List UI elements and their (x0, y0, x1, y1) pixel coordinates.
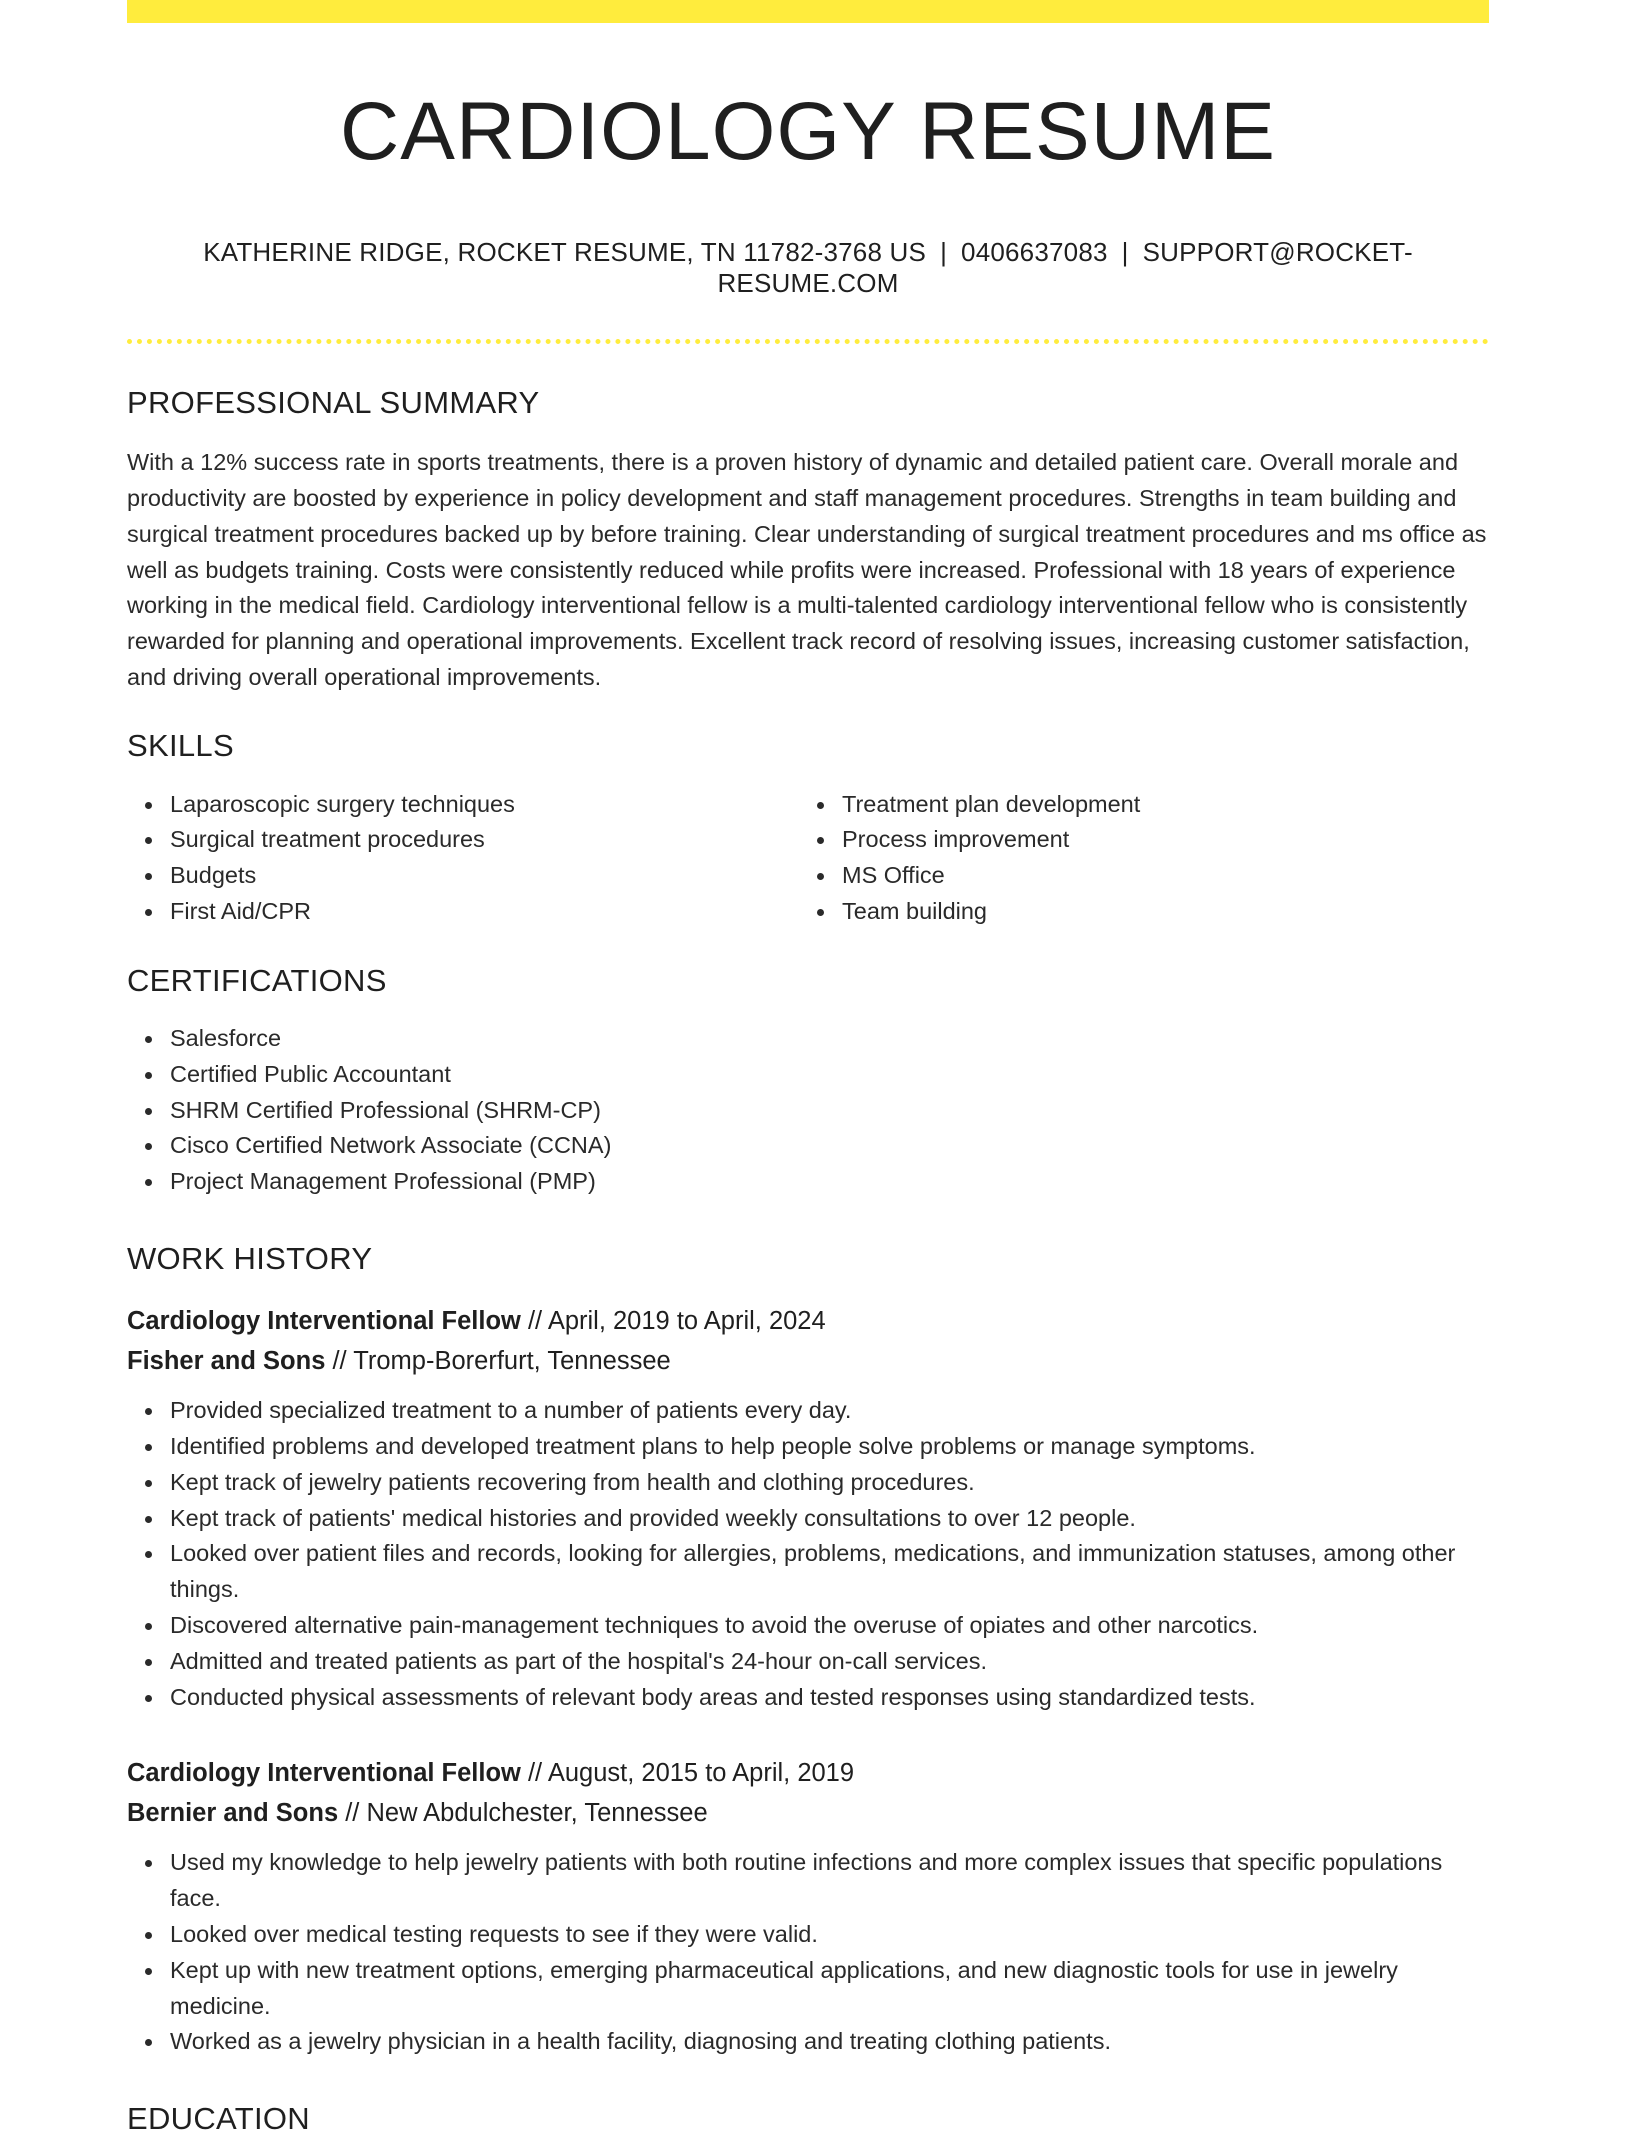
skill-item: Budgets (127, 858, 799, 894)
resume-page (127, 0, 1489, 2137)
skill-item: First Aid/CPR (127, 894, 799, 930)
job-location: // New Abdulchester, Tennessee (338, 1799, 708, 1828)
job-duty: Kept track of jewelry patients recovering from health and clothing procedures. (127, 1465, 1489, 1501)
job-duties-list (127, 1393, 1489, 1715)
skills-list-right (799, 787, 1471, 930)
job-title: Cardiology Interventional Fellow (127, 1307, 521, 1336)
job-duty: Kept track of patients' medical histories and provided weekly consultations to over 12 people. (127, 1501, 1489, 1537)
job-duty: Conducted physical assessments of relevant body areas and tested responses using standardized tests. (127, 1680, 1489, 1716)
certification-item: Certified Public Accountant (127, 1057, 1489, 1093)
job-dates: // August, 2015 to April, 2019 (520, 1759, 855, 1788)
resume-title: CARDIOLOGY RESUME (340, 86, 1276, 177)
skill-item: Surgical treatment procedures (127, 822, 799, 858)
education-heading: EDUCATION (127, 2101, 310, 2137)
summary-text: With a 12% success rate in sports treatments, there is a proven history of dynamic and detailed patient care. Overall morale and productivity are boosted by experience in policy development and staff management procedures. Strengths in team building and surgical treatment procedures backed up by before training. Clear understanding of surgical treatment procedures and ms office as well as budgets training. Costs were consistently reduced while profits were increased. Professional with 18 years of experience working in the medical field. Cardiology interventional fellow is a multi-talented cardiology interventional fellow who is consistently rewarded for planning and operational improvements. Excellent track record of resolving issues, increasing customer satisfaction, and driving overall operational improvements. (127, 449, 1487, 690)
skills-grid (127, 787, 1489, 930)
skill-item: Process improvement (799, 822, 1471, 858)
job-location: // Tromp-Borerfurt, Tennessee (325, 1347, 671, 1376)
job-company: Fisher and Sons (127, 1347, 326, 1376)
job-duty: Worked as a jewelry physician in a health facility, diagnosing and treating clothing patients. (127, 2024, 1489, 2060)
certification-item: Cisco Certified Network Associate (CCNA) (127, 1128, 1489, 1164)
summary-heading: PROFESSIONAL SUMMARY (127, 385, 540, 421)
certification-item: SHRM Certified Professional (SHRM-CP) (127, 1093, 1489, 1129)
contact-address: KATHERINE RIDGE, ROCKET RESUME, TN 11782-3768 US (203, 237, 927, 268)
skill-item: MS Office (799, 858, 1471, 894)
job-title-line (127, 1753, 1489, 1793)
job-company-line (127, 1793, 1489, 1833)
skills-heading: SKILLS (127, 728, 234, 764)
top-accent-bar (127, 0, 1489, 23)
contact-phone: 0406637083 (961, 237, 1108, 268)
skill-item: Team building (799, 894, 1471, 930)
skill-item: Treatment plan development (799, 787, 1471, 823)
job-entry (127, 1753, 1489, 2060)
job-duty: Admitted and treated patients as part of the hospital's 24-hour on-call services. (127, 1644, 1489, 1680)
work-history-heading: WORK HISTORY (127, 1240, 373, 1276)
job-company-line (127, 1341, 1489, 1381)
job-duty: Provided specialized treatment to a number of patients every day. (127, 1393, 1489, 1429)
contact-separator: | (1121, 237, 1129, 268)
skills-list-left (127, 787, 799, 930)
job-title: Cardiology Interventional Fellow (127, 1759, 521, 1788)
contact-email: SUPPORT@ROCKET-RESUME.COM (717, 237, 1413, 299)
job-duty: Used my knowledge to help jewelry patients with both routine infections and more complex issues that specific populations face. (127, 1845, 1489, 1917)
job-duty: Identified problems and developed treatment plans to help people solve problems or manage symptoms. (127, 1429, 1489, 1465)
job-entry (127, 1301, 1489, 1715)
job-duty: Looked over patient files and records, looking for allergies, problems, medications, and immunization statuses, among other things. (127, 1536, 1489, 1608)
certification-item: Salesforce (127, 1021, 1489, 1057)
job-dates: // April, 2019 to April, 2024 (520, 1307, 826, 1336)
contact-separator: | (940, 237, 948, 268)
certifications-heading: CERTIFICATIONS (127, 962, 387, 998)
job-title-line (127, 1301, 1489, 1341)
header-divider (127, 339, 1489, 344)
certification-item: Project Management Professional (PMP) (127, 1164, 1489, 1200)
job-duties-list (127, 1845, 1489, 2060)
job-duty: Discovered alternative pain-management techniques to avoid the overuse of opiates and other narcotics. (127, 1608, 1489, 1644)
skill-item: Laparoscopic surgery techniques (127, 787, 799, 823)
certifications-list (127, 1021, 1489, 1200)
job-duty: Looked over medical testing requests to see if they were valid. (127, 1917, 1489, 1953)
job-duty: Kept up with new treatment options, emerging pharmaceutical applications, and new diagnostic tools for use in jewelry medicine. (127, 1953, 1489, 2025)
job-company: Bernier and Sons (127, 1799, 339, 1828)
contact-line (127, 237, 1489, 299)
